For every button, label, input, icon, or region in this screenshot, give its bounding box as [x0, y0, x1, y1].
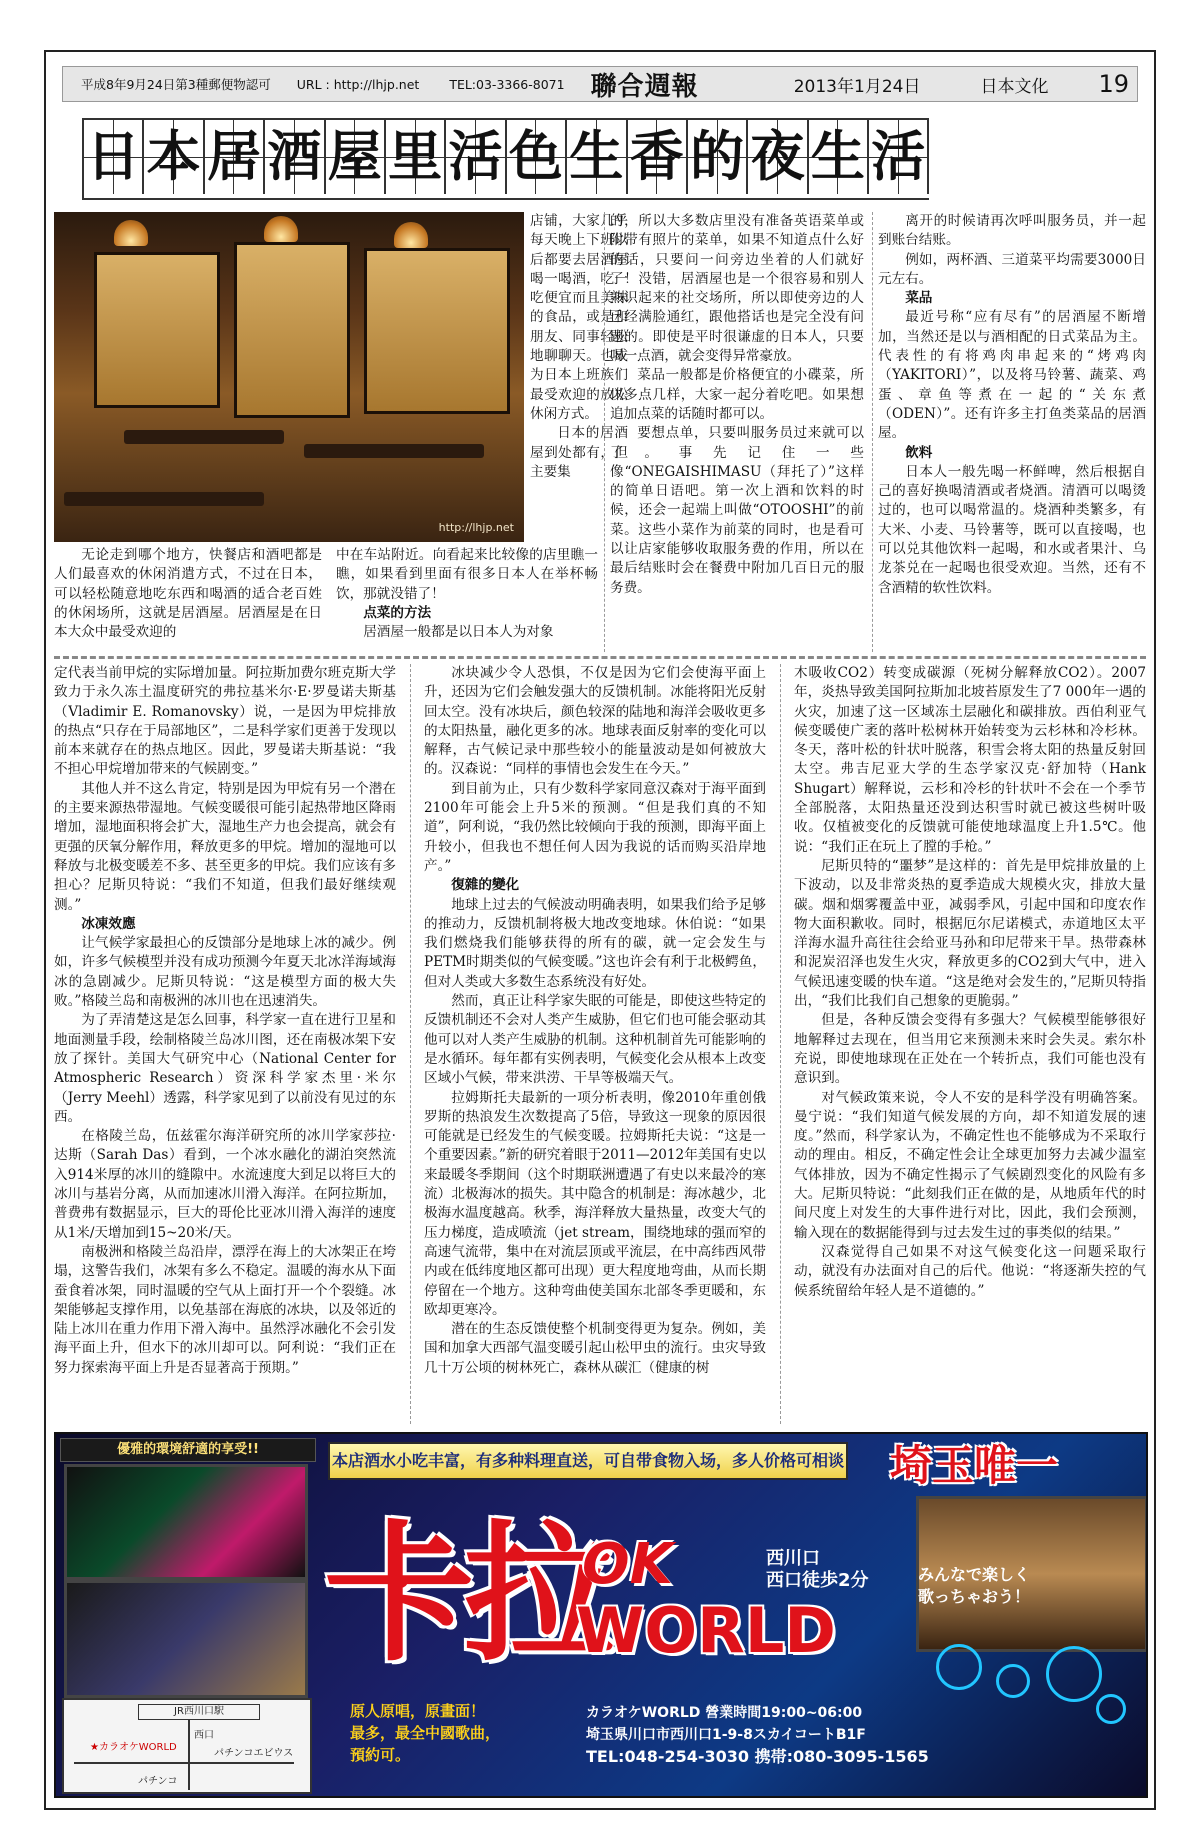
- postal-license: 平成8年9月24日第3種郵便物認可: [81, 77, 271, 92]
- headline-char: 里: [386, 120, 446, 194]
- headline-char: 本: [144, 120, 204, 194]
- masthead: [62, 66, 1138, 102]
- article-col-c: 的，所以大多数店里没有准备英语菜单或附带有照片的菜单，如果不知道点什么好的话，只要问一问旁边坐着的人们就好了！没错，居酒屋也是一个很容易和别人熟识起来的社交场所，所以即使旁边的人已经满脸通红，跟他搭话也是完全没有问题的。即使是平时很谦虚的日本人，只要喝一点酒，就会变得异常豪放。 菜品一般都是价格便宜的小碟菜，所以多点几样，大家一起分着吃吧。如果想追加点菜的话随时都可以。 要想点单，只要叫服务员过来就可以了。事先记住一些像“ONEGAISHIMASU（拜托了）”这样的简单日语吧。第一次上酒和饮料的时候，还会一起端上叫做“OTOOSHI”的前菜。这些小菜作为前菜的同时，也是看可以让店家能够收取服务费的作用，所以在最后结账时会在餐费中附加几百日元的服务费。: [610, 213, 864, 596]
- subheading-drinks: 飲料: [905, 444, 933, 461]
- ad-phone[interactable]: TEL:048-254-3030 携帯:080-3095-1565: [586, 1747, 929, 1766]
- headline-char: 夜: [748, 120, 808, 194]
- ad-brand-world: WORLD: [576, 1594, 836, 1667]
- ad-tagline: 優雅的環境舒適的享受!!: [60, 1438, 316, 1462]
- headline-char: 活: [446, 120, 506, 194]
- article-col-b-below: 中在车站附近。向看起来比较像的店里瞧一瞧，如果看到里面有很多日本人在举杯畅饮，那就没错了！ 点菜的方法 居酒屋一般都是以日本人为对象: [336, 547, 598, 641]
- map-pachinko: パチンコエビウス: [214, 1748, 294, 1759]
- headline-char: 屋: [326, 120, 386, 194]
- headline-char: 色: [507, 120, 567, 194]
- headline-char: 生: [809, 120, 869, 194]
- karaoke-screen-image: [64, 1464, 308, 1580]
- map-exit: 西口: [194, 1730, 214, 1741]
- map-pachinko-2: パチンコ: [138, 1776, 178, 1787]
- newspaper-page: [44, 50, 1156, 1810]
- map-station: JR西川口駅: [138, 1704, 260, 1720]
- climate-col-2: 冰块减少令人恐惧，不仅是因为它们会使海平面上升，还因为它们会触发强大的反馈机制。冰能将阳光反射回太空。没有冰块后，颜色较深的陆地和海洋会吸收更多的太阳热量，融化更多的冰。地球表面反射率的变化可以解释，古气候记录中那些较小的能量波动是如何被放大的。汉森说：“同样的事情也会发生在今天。” 到目前为止，只有少数科学家同意汉森对于海平面到2100年可能会上升5米的预测。“但是我们真的不知道”，阿利说，“我仍然比较倾向于我的预测，即海平面上升较小，但我也不想任何人因为我说的话而购买沿岸地产。” 復雜的變化 地球上过去的气候波动明确表明，如果我们给予足够的推动力，反馈机制将极大地改变地球。休伯说：“如果我们燃烧我们能够获得的所有的碳，就一定会发生与PETM时期类似的气候变暖。”这也许会有利于北极鳄鱼，但对人类或大多数生态系统没有好处。 然而，真正让科学家失眠的可能是，即使这些特定的反馈机制还不会对人类产生威胁，但它们也可能会驱动其他可以对人类产生威胁的机制。这种机制首先可能影响的是水循环。每年都有实例表明，气候变化会从根本上改变区域小气候，带来洪涝、干旱等极端天气。 拉姆斯托夫最新的一项分析表明，像2010年重创俄罗斯的热浪发生次数提高了5倍，导致这一现象的原因很可能就是已经发生的气候变暖。拉姆斯托夫说：“这是一个重要因素。”新的研究着眼于2011—2012年美国有史以来最暖冬季期间（这个时期联洲遭遇了有史以来最冷的寒流）北极海冰的损失。其中隐含的机制是：海冰越少，北极海水温度越高。秋季，海洋释放大量热量，改变大气的压力梯度，造成喷流（jet stream，围绕地球的强而窄的高速气流带，集中在对流层顶或平流层，在中高纬西风带内或在低纬度地区都可出现）更大程度地弯曲，从而长期停留在一个地方。这种弯曲使美国东北部冬季更暖和，东欧却更寒冷。 潜在的生态反馈使整个机制变得更为复杂。例如，美国和加拿大西部气温变暖引起山松甲虫的流行。虫灾导致几十万公顷的树林死亡，森林从碳汇（健康的树: [424, 665, 766, 1376]
- subheading-complex: 復雜的變化: [451, 877, 520, 894]
- ad-features: 原人原唱，原畫面！ 最多，最全中國歌曲， 預約可。: [350, 1702, 501, 1764]
- page-number: 19: [1098, 70, 1129, 98]
- ad-city: 埼玉唯一: [889, 1441, 1058, 1490]
- subheading-ice: 冰凍效應: [81, 915, 136, 932]
- ad-banner: 本店酒水小吃丰富，有多种料理直送，可自带食物入场，多人价格可相谈: [328, 1442, 848, 1480]
- article-col-a-below: 无论走到哪个地方，快餐店和酒吧都是人们最喜欢的休闲消遣方式，不过在日本，可以轻松随意地吃东西和喝酒的适合老百姓的休闲场所，这就是居酒屋。居酒屋是在日本大众中最受欢迎的: [54, 547, 322, 641]
- ad-brand-ok: OK: [582, 1532, 673, 1597]
- headline-char: 香: [628, 120, 688, 194]
- ad-contact: [586, 1702, 1086, 1768]
- subheading-order: 点菜的方法: [363, 604, 432, 621]
- location-map: [62, 1698, 312, 1794]
- headline-char: 酒: [265, 120, 325, 194]
- phone-number: TEL:03-3366-8071: [449, 76, 565, 92]
- ad-station: 西川口 西口徒歩2分: [766, 1548, 869, 1591]
- website-url[interactable]: URL : http://lhjp.net: [296, 76, 420, 92]
- section-divider: [54, 656, 1146, 659]
- headline-char: 活: [869, 120, 929, 194]
- issue-date: 2013年1月24日: [793, 76, 921, 97]
- karaoke-advertisement: [54, 1432, 1148, 1798]
- headline-char: 日: [84, 120, 144, 194]
- subheading-food: 菜品: [905, 290, 933, 307]
- newspaper-brand: 聯合週報: [590, 71, 699, 102]
- ad-brand-karaoke: 卡拉: [324, 1508, 605, 1682]
- map-shop: ★カラオケWORLD: [90, 1742, 177, 1753]
- headline-char: 居: [205, 120, 265, 194]
- section-name: 日本文化: [980, 76, 1049, 97]
- climate-col-1: 定代表当前甲烷的实际增加量。阿拉斯加费尔班克斯大学致力于永久冻土温度研究的弗拉基米尔·E·罗曼诺夫斯基（Vladimir E. Romanovsky）说，一是因为甲烷排放的热点“只存在于局部地区”，二是科学家们更善于发现以前本来就存在的热点地区。因此，罗曼诺夫斯基说：“我不担心甲烷增加带来的气候剧变。” 其他人并不这么肯定，特别是因为甲烷有另一个潜在的主要来源热带湿地。气候变暖很可能引起热带地区降雨增加，湿地面积将会扩大，湿地生产力也会提高，就会有更强的厌氧分解作用，释放更多的甲烷。增加的湿地可以释放与北极变暖差不多、甚至更多的甲烷。我们应该有多担心？尼斯贝特说：“我们不知道，但我们最好继续观测。” 冰凍效應 让气候学家最担心的反馈部分是地球上冰的减少。例如，许多气候模型并没有成功预测今年夏天北冰洋海域海冰的急剧减少。尼斯贝特说：“这是模型方面的极大失败。”格陵兰岛和南极洲的冰川也在迅速消失。 为了弄清楚这是怎么回事，科学家一直在进行卫星和地面测量手段，绘制格陵兰岛冰川图，还在南极冰架下安放了探针。美国大气研究中心（National Center for Atmospheric Research）资深科学家杰里·米尔（Jerry Meehl）透露，科学家见到了以前没有见过的东西。 在格陵兰岛，伍兹霍尔海洋研究所的冰川学家莎拉·达斯（Sarah Das）看到，一个冰水融化的湖泊突然流入914米厚的冰川的缝隙中。水流速度大到足以将巨大的冰川与基岩分离，从而加速冰川滑入海洋。在阿拉斯加，普费弗有数据显示，巨大的哥伦比亚冰川滑入海洋的速度从1米/天增加到15~20米/天。 南极洲和格陵兰岛沿岸，漂浮在海上的大冰架正在垮塌，这警告我们，冰架有多么不稳定。温暖的海水从下面蚕食着冰架，同时温暖的空气从上面打开一个个裂缝。冰架能够起支撑作用，以免基部在海底的冰块，以及邻近的陆上冰川在重力作用下滑入海中。虽然浮冰融化不会引发海平面上升，但水下的冰川却可以。阿利说：“我们正在努力探索海平面上升是否显著高于预期。”: [54, 665, 396, 1376]
- ad-slogan: みんなで楽しく 歌っちゃおう！: [918, 1565, 1031, 1606]
- article-col-a: 店铺，大家几乎每天晚上下班以后都要去居酒屋喝一喝酒，吃一吃便宜而且美味的食品，或是和朋友、同事轻松地聊聊天。也成为日本上班族们最受欢迎的放松休闲方式。 日本的居酒屋到处都有，但主要集: [530, 213, 628, 480]
- headline: [82, 118, 929, 200]
- climate-col-3: 木吸收CO2）转变成碳源（死树分解释放CO2）。2007年，炎热导致美国阿拉斯加北坡苔原发生了7 000年一遇的火灾，加速了这一区域冻土层融化和碳排放。西伯利亚气候变暖使广袤的落叶松树林开始转变为云杉林和冷杉林。冬天，落叶松的针状叶脱落，积雪会将太阳的热量反射回太空。弗吉尼亚大学的生态学家汉克·舒加特（Hank Shugart）解释说，云杉和冷杉的针状叶不会在一个季节全部脱落，太阳热量还没到达积雪时就已被这些树叶吸收。仅植被变化的反馈就可能使地球温度上升1.5℃。他说：“我们正在玩上了膛的手枪。” 尼斯贝特的“噩梦”是这样的：首先是甲烷排放量的上下波动，以及非常炎热的夏季造成大规模火灾，排放大量碳。烟和烟雾覆盖中亚，减弱季风，引起中国和印度农作物大面积歉收。同时，根据厄尔尼诺模式，赤道地区太平洋海水温升高往往会给亚马孙和印尼带来干旱。热带森林和泥炭沼泽也发生火灾，释放更多的CO2到大气中，进入气候迅速变暖的快车道。“这是绝对会发生的，”尼斯贝特指出，“我们比我们自己想象的更脆弱。” 但是，各种反馈会变得有多强大？气候模型能够很好地解释过去现在，但当用它来预测未来时会失灵。索尔朴充说，即使地球现在正处在一个转折点，我们可能也没有意识到。 对气候政策来说，令人不安的是科学没有明确答案。曼宁说：“我们知道气候发展的方向，却不知道发展的速度。”然而，科学家认为，不确定性也不能够成为不采取行动的理由。相反，不确定性会让全球更加努力去减少温室气体排放，因为不确定性揭示了气候剧烈变化的风险有多大。尼斯贝特说：“此刻我们正在做的是，从地质年代的时间尺度上对发生的大事件进行对比，因此，我们会预测，输入现在的数据能得到与过去发生过的事类似的结果。” 汉森觉得自己如果不对这气候变化这一问题采取行动，就没有办法面对自己的后代。他说：“将逐渐失控的气候系统留给年轻人是不道德的。”: [794, 665, 1146, 1299]
- ad-hours: カラオケWORLD 營業時間19:00~06:00: [586, 1705, 863, 1721]
- headline-char: 生: [567, 120, 627, 194]
- izakaya-photo: [54, 212, 524, 542]
- headline-char: 的: [688, 120, 748, 194]
- ad-address: 埼玉県川口市西川口1-9-8スカイコートB1F: [586, 1727, 866, 1743]
- photo-credit: http://lhjp.net: [438, 521, 514, 534]
- karaoke-room-image: [64, 1580, 308, 1698]
- article-col-d: 离开的时候请再次呼叫服务员，并一起到账台结账。 例如，两杯酒、三道菜平均需要3000日元左右。 菜品 最近号称“应有尽有”的居酒屋不断增加，当然还是以与酒相配的日式菜品为主。代表性的有将鸡肉串起来的“烤鸡肉（YAKITORI）”，以及将马铃薯、蔬菜、鸡蛋、章鱼等煮在一起的“关东煮（ODEN）”。还有许多主打鱼类菜品的居酒屋。 飲料 日本人一般先喝一杯鲜啤，然后根据自己的喜好换喝清酒或者烧酒。清酒可以喝烫过的，也可以喝常温的。烧酒种类繁多，有大米、小麦、马铃薯等，既可以直接喝，也可以兑其他饮料一起喝，和水或者果汁、乌龙茶兑在一起喝也很受欢迎。当然，还有不含酒精的软性饮料。: [878, 213, 1146, 596]
